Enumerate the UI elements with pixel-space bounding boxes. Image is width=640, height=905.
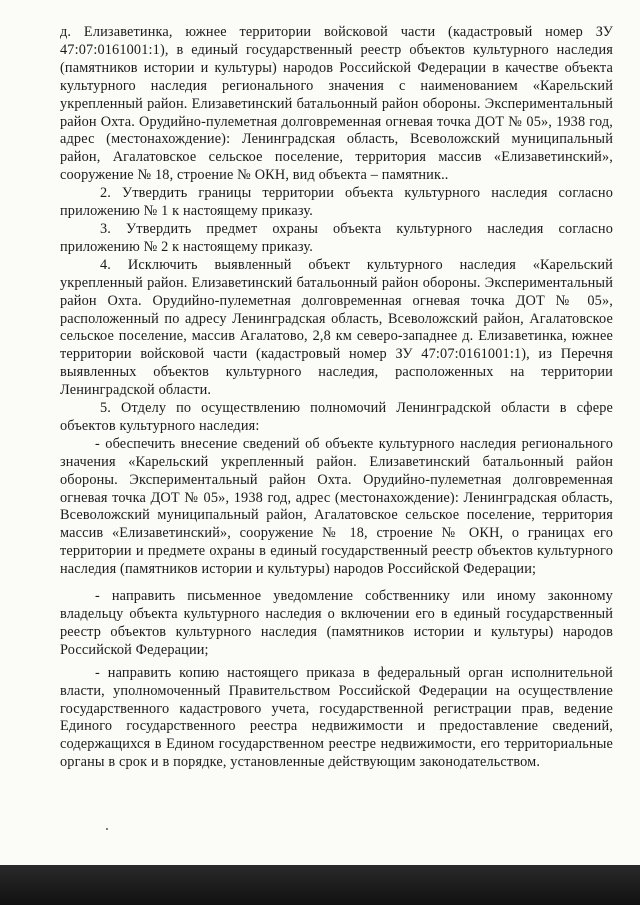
paragraph-item-3: 3. Утвердить предмет охраны объекта культурного наследия согласно приложению № 2 к настоящему приказу.	[60, 220, 613, 255]
bullet-item-register: - обеспечить внесение сведений об объекте культурного наследия регионального значения «Карельский укрепленный район. Елизаветинский батальонный район обороны. Экспериментальный район Охта. Орудийно-пулеметная долговременная огневая точка ДОТ № 05», 1938 год, адрес (местонахождение): Ленинградская область, Всеволожский муниципальный район, Агалатовское сельское поселение, территория массив «Елизаветинский», сооружение № 18, строение № ОКН, о границах его территории и предмете охраны в единый государственный реестр объектов культурного наследия (памятников истории и культуры) народов Российской Федерации;	[60, 435, 613, 578]
paragraph-continuation: д. Елизаветинка, южнее территории войсковой части (кадастровый номер ЗУ 47:07:0161001:1), в единый государственный реестр объектов культурного наследия (памятников истории и культуры) народов Российской Федерации в качестве объекта культурного наследия регионального значения с наименованием «Карельский укрепленный район. Елизаветинский батальонный район обороны. Экспериментальный район Охта. Орудийно-пулеметная долговременная огневая точка ДОТ № 05», 1938 год, адрес (местонахождение): Ленинградская область, Всеволожский муниципальный район, Агалатовское сельское поселение, территория массив «Елизаветинский», сооружение № 18, строение № ОКН, вид объекта – памятник..	[60, 24, 613, 184]
document-body	[60, 24, 613, 772]
paragraph-item-2: 2. Утвердить границы территории объекта культурного наследия согласно приложению № 1 к настоящему приказу.	[60, 185, 613, 220]
paragraph-item-4: 4. Исключить выявленный объект культурного наследия «Карельский укрепленный район. Елизаветинский батальонный район обороны. Экспериментальный район Охта. Орудийно-пулеметная долговременная огневая точка ДОТ № 05», расположенный по адресу Ленинградская область, Всеволожский район, Агалатовское сельское поселение, массив Агалатово, 2,8 км северо-западнее д. Елизаветинка, южнее территории войсковой части (кадастровый номер ЗУ 47:07:0161001:1), из Перечня выявленных объектов культурного наследия, расположенных на территории Ленинградской области.	[60, 256, 613, 399]
bullet-item-send-copy: - направить копию настоящего приказа в федеральный орган исполнительной власти, уполномоченный Правительством Российской Федерации на осуществление государственного кадастрового учета, государственной регистрации прав, ведение Единого государственного реестра недвижимости и предоставление сведений, содержащихся в Едином государственном реестре недвижимости, его территориальные органы в срок и в порядке, установленные действующим законодательством.	[60, 664, 613, 771]
scan-bottom-shadow	[0, 865, 640, 905]
bullet-item-notify-owner: - направить письменное уведомление собственнику или иному законному владельцу объекта культурного наследия о включении его в единый государственный реестр объектов культурного наследия (памятников истории и культуры) народов Российской Федерации;	[60, 588, 613, 658]
scan-speck	[106, 828, 108, 830]
paragraph-item-5: 5. Отделу по осуществлению полномочий Ленинградской области в сфере объектов культурного наследия:	[60, 400, 613, 434]
